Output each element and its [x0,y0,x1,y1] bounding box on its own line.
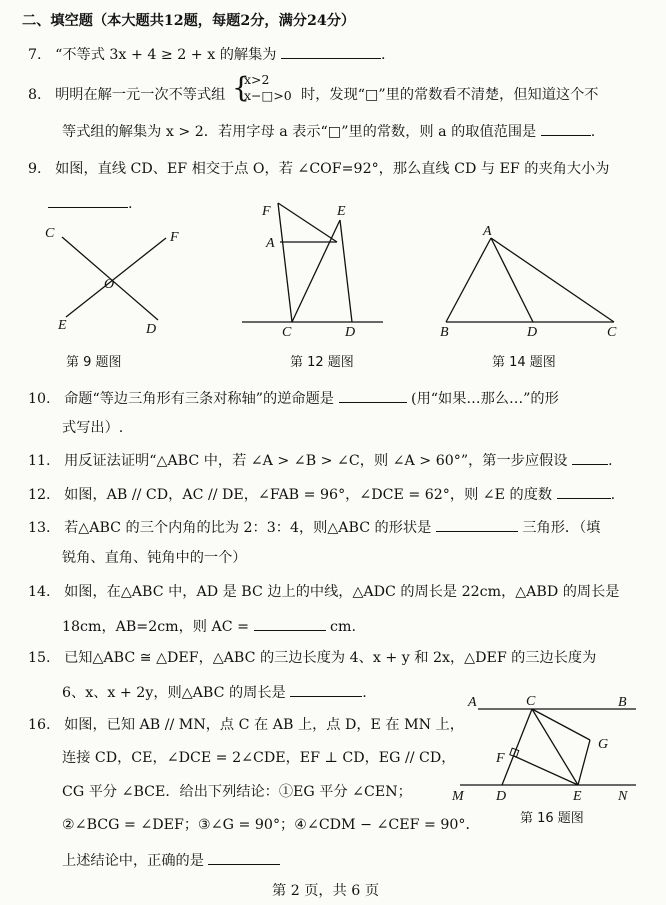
question-text: 如图，直线 CD、EF 相交于点 O，若 ∠COF=92°，那么直线 CD 与 EF 的夹角大小为 [55,161,610,177]
question-number: 13. [28,520,51,536]
question-15: 15. 已知△ABC ≅ △DEF，△ABC 的三边长度为 4、x + y 和 2x，△DEF 的三边长度为 [28,650,597,666]
svg-text:D: D [527,325,538,340]
answer-blank[interactable] [572,450,608,465]
figure-16-diagram [440,692,660,832]
figures-row [0,195,666,380]
question-16: 16. 如图，已知 AB // MN，点 C 在 AB 上，点 D，E 在 MN 上， [28,717,464,733]
question-15-line2: 6、x、x + 2y，则△ABC 的周长是 . [62,682,367,702]
question-16-line2: 连接 CD，CE，∠DCE = 2∠CDE，EF ⊥ CD，EG // CD， [62,750,456,766]
svg-text:F: F [262,204,271,219]
question-number: 9. [28,161,42,177]
svg-text:E: E [573,789,582,804]
question-16-line4: ②∠BCG = ∠DEF；③∠G = 90°；④∠CDM − ∠CEF = 90°． [62,817,480,833]
figure-16-caption: 第 16 题图 [520,811,584,826]
svg-text:F: F [170,230,179,245]
question-9 [28,160,609,178]
question-7: 7. “不等式 3x + 4 ≥ 2 + x 的解集为 . [28,44,386,64]
question-10: 10. 命题“等边三角形有三条对称轴”的逆命题是 (用“如果…那么…”的形 [28,388,559,408]
svg-text:B: B [618,695,627,710]
svg-text:E: E [337,204,346,219]
svg-text:C: C [282,325,292,340]
question-10-line2: 式写出）. [62,420,124,436]
question-number: 14. [28,584,51,600]
question-9-answer: . [48,193,133,213]
question-13-line2: 锐角、直角、钝角中的一个） [62,550,247,566]
question-12: 12. 如图，AB // CD，AC // DE，∠FAB = 96°，∠DCE = 62°，则 ∠E 的度数 . [28,484,615,504]
figure-12-diagram [242,203,383,340]
figure-14-diagram [440,224,617,340]
svg-text:E: E [58,318,67,333]
svg-text:C: C [526,694,536,709]
svg-text:A: A [266,236,275,251]
svg-text:D: D [345,325,356,340]
question-number: 8. [28,87,42,103]
question-number: 7. [28,47,42,63]
question-text-cont: 时，发现“□”里的常数看不清楚，但知道这个不 [301,87,599,103]
answer-blank[interactable] [339,388,407,403]
svg-text:M: M [452,789,464,804]
svg-text:A: A [468,695,477,710]
question-16-line3: CG 平分 ∠BCE．给出下列结论：①EG 平分 ∠CEN； [62,784,412,800]
figure-12-caption: 第 12 题图 [290,355,354,370]
answer-blank[interactable] [208,850,280,865]
answer-blank[interactable] [281,44,381,59]
svg-text:G: G [598,737,609,752]
inequality-system: x>2 x−□>0 [244,72,292,103]
svg-text:C: C [45,226,55,241]
question-16-line5: 上述结论中，正确的是 [62,850,280,870]
page-footer: 第 2 页，共 6 页 [272,883,380,899]
brace-icon: { [232,71,250,104]
svg-text:A: A [483,224,492,239]
answer-blank[interactable] [541,121,591,136]
question-number: 12. [28,487,51,503]
answer-blank[interactable] [436,517,518,532]
question-text: 明明在解一元一次不等式组 [55,87,226,103]
question-number: 10. [28,391,51,407]
question-13: 13. 若△ABC 的三个内角的比为 2：3：4，则△ABC 的形状是 三角形．（填 [28,517,600,537]
svg-text:D: D [496,789,507,804]
question-11: 11. 用反证法证明“△ABC 中，若 ∠A > ∠B > ∠C，则 ∠A > 60°”，第一步应假设 . [28,450,612,470]
answer-blank[interactable] [557,484,611,499]
svg-text:B: B [440,325,449,340]
question-8 [28,86,225,104]
question-number: 15. [28,650,51,666]
svg-text:F: F [496,751,505,766]
question-14: 14. 如图，在△ABC 中，AD 是 BC 边上的中线，△ADC 的周长是 22cm，△ABD 的周长是 [28,584,620,600]
answer-blank[interactable] [290,682,362,697]
question-8-line2: 等式组的解集为 x > 2．若用字母 a 表示“□”里的常数，则 a 的取值范围是 . [62,121,595,141]
figure-9-diagram [45,226,179,337]
svg-text:D: D [146,322,157,337]
question-number: 11. [28,453,51,469]
svg-text:N: N [618,789,628,804]
section-title: 二、填空题（本大题共12题，每题2分，满分24分） [22,13,356,29]
question-text: “不等式 3x + 4 ≥ 2 + x 的解集为 [55,47,277,63]
question-number: 16. [28,717,51,733]
figure-9-caption: 第 9 题图 [66,355,122,370]
figure-14-caption: 第 14 题图 [492,355,556,370]
svg-text:C: C [607,325,617,340]
answer-blank[interactable] [254,616,326,631]
svg-text:O: O [104,277,115,292]
question-14-line2: 18cm，AB=2cm，则 AC = cm. [62,616,356,636]
